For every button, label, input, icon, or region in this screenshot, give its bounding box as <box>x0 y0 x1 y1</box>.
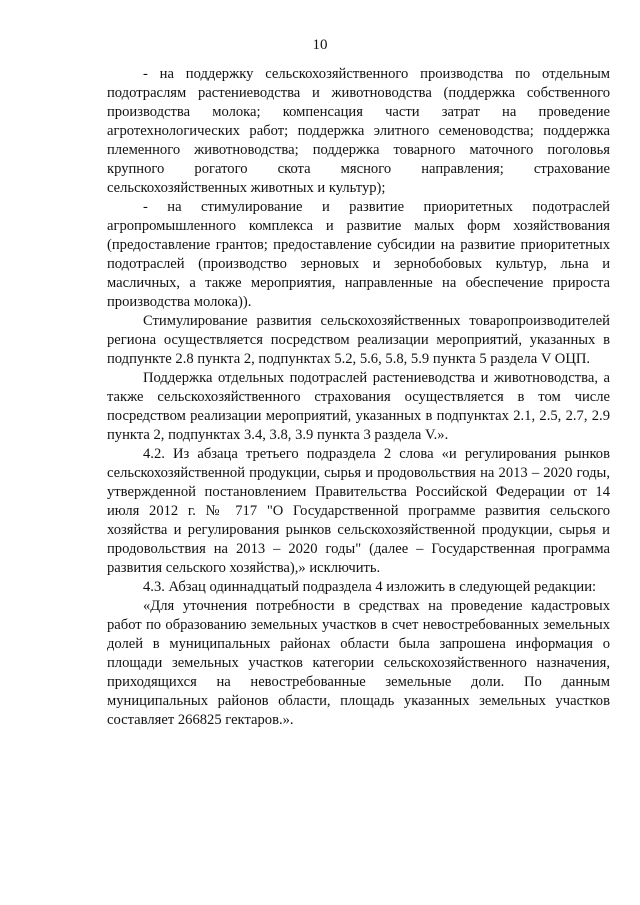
paragraph-amendment-4-2: 4.2. Из абзаца третьего подраздела 2 слова «и регулирования рынков сельскохозяйственной продукции, сырья и продовольствия на 2013 – 2020 годы, утвержденной постановлением Правительства Российской Федерации от 14 июля 2012 г. № 717 "О Государственной программе развития сельского хозяйства и регулирования рынков сельскохозяйственной продукции, сырья и продовольствия на 2013 – 2020 годы" (далее – Государственная программа развития сельского хозяйства),» исключить. <box>107 446 610 576</box>
paragraph-amendment-4-3: 4.3. Абзац одиннадцатый подраздела 4 изложить в следующей редакции: <box>143 579 597 595</box>
paragraph-support-insurance: Поддержка отдельных подотраслей растениеводства и животноводства, а также сельскохозяйственного страхования осуществляется в том числе посредством реализации мероприятий, указанных в подпунктах 2.1, 2.5, 2.7, 2.9 пункта 2, подпунктах 3.4, 3.8, 3.9 пункта 3 раздела V.». <box>107 370 610 443</box>
page-number: 10 <box>312 37 328 53</box>
paragraph-support-subsectors: - на поддержку сельскохозяйственного производства по отдельным подотраслям растениеводства и животноводства (поддержка собственного производства молока; компенсация части затрат на проведение агротехнологических работ; поддержка элитного семеноводства; поддержка племенного животноводства; поддержка товарного маточного поголовья крупного рогатого скота мясного направления; страхование сельскохозяйственных животных и культур); <box>107 66 610 196</box>
paragraph-stimulation-priority: - на стимулирование и развитие приоритетных подотраслей агропромышленного комплекса и развитие малых форм хозяйствования (предоставление грантов; предоставление субсидии на развитие приоритетных подотраслей (производство зерновых и зернобобовых культур, льна и масличных, а также мероприятия, направленные на обеспечение прироста производства молока)). <box>107 199 610 310</box>
paragraph-stimulation-producers: Стимулирование развития сельскохозяйственных товаропроизводителей региона осуществляется посредством реализации мероприятий, указанных в подпункте 2.8 пункта 2, подпунктах 5.2, 5.6, 5.8, 5.9 пункта 5 раздела V ОЦП. <box>107 313 610 367</box>
paragraph-new-wording: «Для уточнения потребности в средствах на проведение кадастровых работ по образованию земельных участков в счет невостребованных земельных долей в муниципальных районах области была запрошена информация о площади земельных участков категории сельскохозяйственного назначения, приходящихся на невостребованные земельные доли. По данным муниципальных районов области, площадь указанных земельных участков составляет 266825 гектаров.». <box>107 598 610 728</box>
document-body <box>107 65 610 730</box>
